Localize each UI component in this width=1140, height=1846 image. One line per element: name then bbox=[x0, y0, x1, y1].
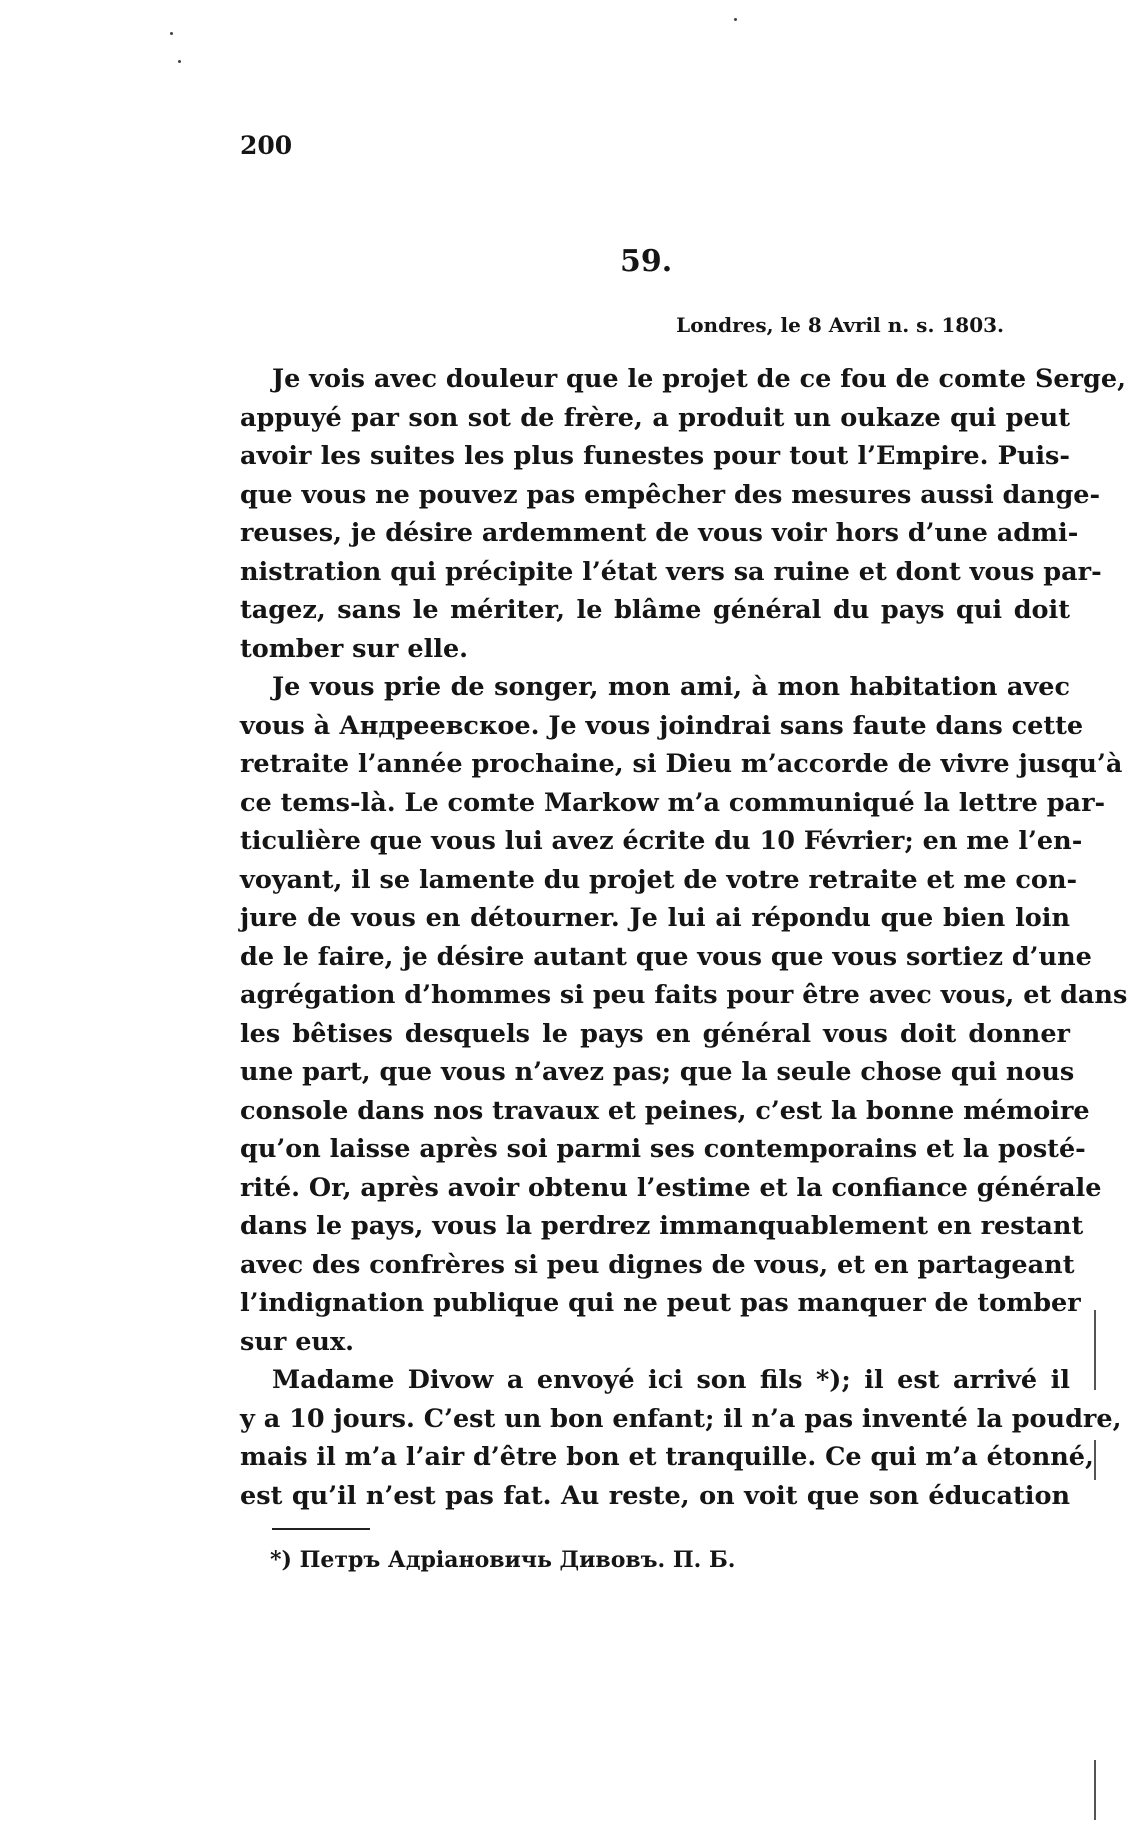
body-line: ticulière que vous lui avez écrite du 10 Février; en me l’en- bbox=[240, 826, 1083, 856]
body-line: l’indignation publique qui ne peut pas manquer de tomber bbox=[240, 1288, 1081, 1318]
body-line: Je vois avec douleur que le projet de ce fou de comte Serge, bbox=[272, 364, 1126, 394]
body-line: jure de vous en détourner. Je lui ai répondu que bien loin bbox=[240, 903, 1070, 933]
body-line: y a 10 jours. C’est un bon enfant; il n’a pas inventé la poudre, bbox=[240, 1403, 1122, 1434]
dateline: Londres, le 8 Avril n. s. 1803. bbox=[676, 313, 1004, 337]
body-line: mais il m’a l’air d’être bon et tranquille. Ce qui m’a étonné, bbox=[240, 1442, 1094, 1472]
body-line: ce tems-là. Le comte Markow m’a communiqué la lettre par- bbox=[240, 787, 1106, 818]
body-line: appuyé par son sot de frère, a produit un oukaze qui peut bbox=[240, 402, 1070, 433]
body-line: retraite l’année prochaine, si Dieu m’accorde de vivre jusqu’à bbox=[240, 749, 1123, 779]
scan-edge-mark bbox=[1094, 1310, 1096, 1390]
body-line: que vous ne pouvez pas empêcher des mesures aussi dange- bbox=[240, 479, 1101, 510]
body-line: sur eux. bbox=[240, 1326, 355, 1357]
scan-edge-mark bbox=[1094, 1760, 1096, 1820]
scan-edge-mark bbox=[1094, 1440, 1096, 1480]
body-line: tomber sur elle. bbox=[240, 633, 469, 664]
body-line: voyant, il se lamente du projet de votre retraite et me con- bbox=[240, 864, 1078, 895]
body-line: Je vous prie de songer, mon ami, à mon habitation avec bbox=[272, 672, 1070, 702]
letter-number: 59. bbox=[620, 244, 673, 279]
body-line: les bêtises desquels le pays en général vous doit donner bbox=[240, 1018, 1070, 1049]
letter-body bbox=[240, 360, 1128, 1515]
footnote: *) Петръ Адріановичь Дивовъ. П. Б. bbox=[270, 1547, 736, 1573]
body-line: rité. Or, après avoir obtenu l’estime et la confiance générale bbox=[240, 1172, 1102, 1203]
body-line: dans le pays, vous la perdrez immanquablement en restant bbox=[240, 1211, 1084, 1241]
footnote-divider bbox=[272, 1528, 370, 1530]
scan-speck bbox=[734, 18, 737, 21]
body-line: reuses, je désire ardemment de vous voir hors d’une admi- bbox=[240, 518, 1079, 548]
body-line: tagez, sans le mériter, le blâme général du pays qui doit bbox=[240, 595, 1070, 625]
body-line: nistration qui précipite l’état vers sa ruine et dont vous par- bbox=[240, 556, 1102, 587]
body-line: une part, que vous n’avez pas; que la seule chose qui nous bbox=[240, 1057, 1075, 1087]
page-number: 200 bbox=[240, 131, 293, 160]
body-line: avoir les suites les plus funestes pour tout l’Empire. Puis- bbox=[240, 441, 1070, 471]
scan-speck bbox=[170, 32, 173, 35]
body-line: qu’on laisse après soi parmi ses contemporains et la posté- bbox=[240, 1134, 1086, 1164]
body-line: console dans nos travaux et peines, c’est la bonne mémoire bbox=[240, 1095, 1090, 1126]
body-line: Madame Divow a envoyé ici son fils *); il est arrivé il bbox=[272, 1365, 1070, 1395]
body-line: agrégation d’hommes si peu faits pour être avec vous, et dans bbox=[240, 980, 1128, 1010]
scan-speck bbox=[178, 60, 181, 63]
body-line: est qu’il n’est pas fat. Au reste, on voit que son éducation bbox=[240, 1480, 1070, 1511]
body-line: avec des confrères si peu dignes de vous, et en partageant bbox=[240, 1249, 1075, 1280]
body-line: vous à Андреевское. Je vous joindrai sans faute dans cette bbox=[240, 710, 1084, 741]
body-line: de le faire, je désire autant que vous que vous sortiez d’une bbox=[240, 941, 1092, 972]
